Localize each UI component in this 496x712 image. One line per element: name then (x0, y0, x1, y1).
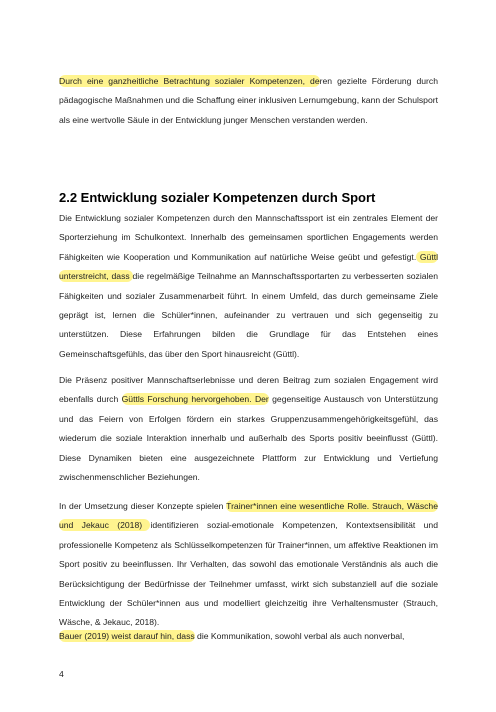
highlighted-text: Güttls Forschung hervorgehoben. Der (121, 394, 269, 405)
section-heading: 2.2 Entwicklung sozialer Kompetenzen durch Sport (59, 190, 376, 205)
paragraph-text (59, 209, 438, 364)
paragraph-2 (59, 209, 438, 364)
paragraph-5 (59, 627, 438, 646)
highlighted-text: Güttl unterstreicht, dass (59, 251, 438, 282)
paragraph-1 (59, 72, 438, 130)
paragraph-text-part: gegenseitige Austausch von Unterstützung und das Feiern von Erfolgen fördern ein starkes Gruppenzusammengehörigkeitsgefühl, das wiederum die soziale Interaktion innerhalb und außerhalb des Sports positiv beeinflusst (Güttl). Diese Dynamiken bieten eine ausgezeichnete Plattform zur Entwicklung und Vertiefung zwischenmenschlicher Beziehungen. (59, 394, 438, 483)
paragraph-text (59, 371, 438, 487)
paragraph-3 (59, 371, 438, 487)
paragraph-text (59, 497, 438, 633)
paragraph-text-part: die regelmäßige Teilnahme an Mannschaftssportarten zu verbesserten sozialen Fähigkeiten und sozialer Zusammenarbeit führt. In einem Umfeld, das durch gemeinsame Ziele geprägt ist, lernen die Schüler*innen, aufeinander zu vertrauen und sich gegenseitig zu unterstützen. Diese Erfahrungen bilden die Grundlage für das Entstehen eines Gemeinschaftsgefühls, das über den Sport hinausreicht (Güttl). (59, 271, 438, 359)
paragraph-text-part: In der Umsetzung dieser Konzepte spielen (59, 501, 227, 511)
paragraph-text-part: Die Präsenz positiver Mannschaftserlebnisse und deren Beitrag zum sozialen Engagement wird ebenfalls durch (59, 375, 438, 405)
paragraph-text-part: die Kommunikation, sowohl verbal als auch nonverbal, (194, 631, 405, 641)
highlighted-text: Durch eine ganzheitliche Betrachtung sozialer Kompetenzen, de (59, 76, 320, 86)
paragraph-text-part: identifizieren sozial-emotionale Kompetenzen, Kontextsensibilität und professionelle Kompetenz als Schlüsselkompetenzen für Trainer*innen, um affektive Reaktionen im Sport positiv zu beeinflussen. Ihr Verhalten, das sowohl das emotionale Verständnis als auch die Berücksichtigung der Bedürfnisse der Teilnehmer umfasst, wirkt sich substanziell auf die soziale Entwicklung der Schüler*innen aus und modelliert gleichzeitig ihre Verhaltensmuster (Strauch, Wäsche, & Jekauc, 2018). (59, 520, 438, 628)
paragraph-text (59, 627, 438, 646)
paragraph-text-part: Die Entwicklung sozialer Kompetenzen durch den Mannschaftssport ist ein zentrales Element der Sporterziehung im Schulkontext. Innerhalb des gemeinsamen sportlichen Engagements werden Fähigkeiten wie Kooperation und Kommunikation auf natürliche Weise geübt und gefestigt. (59, 213, 438, 262)
paragraph-4 (59, 497, 438, 633)
highlighted-text: Bauer (2019) weist darauf hin, dass (59, 631, 195, 641)
paragraph-text (59, 72, 438, 130)
highlighted-text: Trainer*innen eine wesentliche Rolle. Strauch, Wäsche und Jekauc (2018) (59, 501, 438, 531)
page-number: 4 (59, 669, 64, 679)
paragraph-text-part: ren gezielte Förderung durch pädagogische Maßnahmen und die Schaffung einer inklusiven Lernumgebung, kann der Schulsport als eine wertvolle Säule in der Entwicklung junger Menschen verstanden werden. (59, 76, 438, 125)
